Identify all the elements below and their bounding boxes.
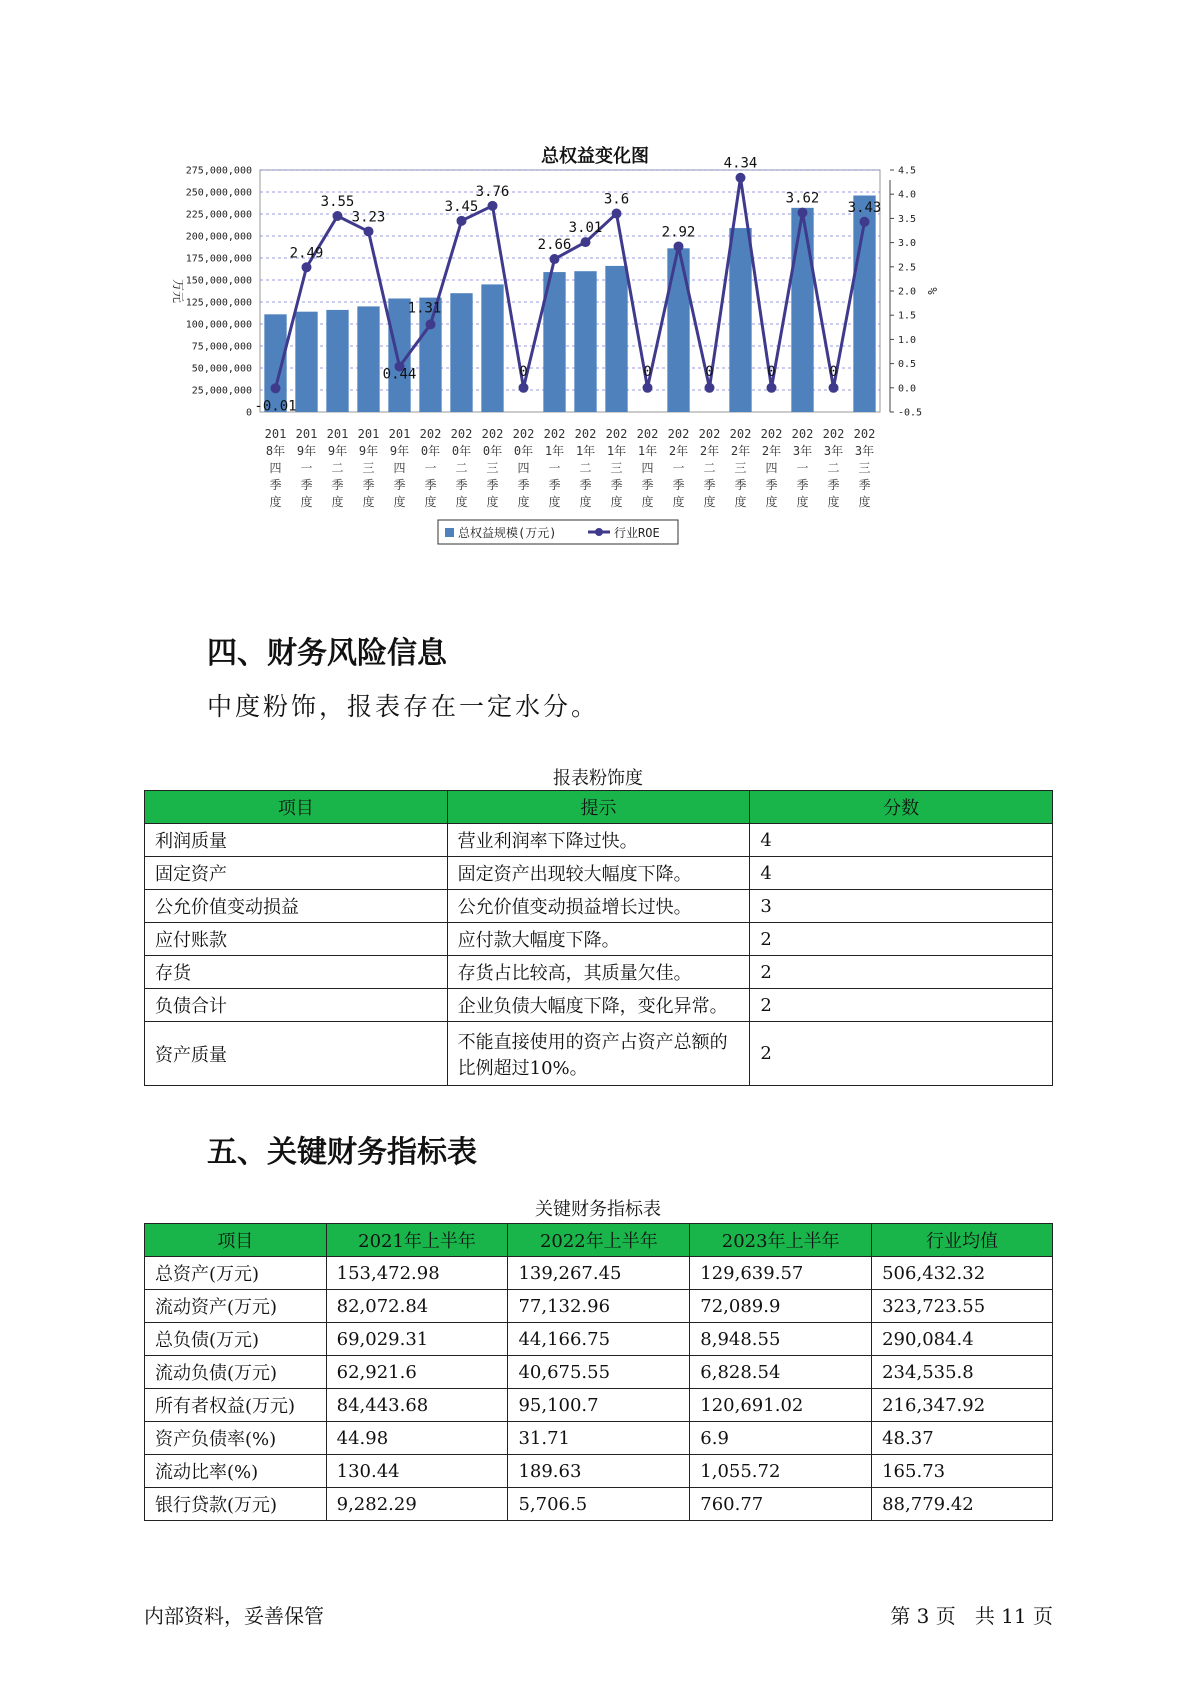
x-tick-label: 1年 [637,444,658,458]
y-tick-label: 75,000,000 [191,341,252,353]
table-cell: 6.9 [690,1422,872,1455]
x-tick-label: 度 [393,495,406,509]
x-tick-label: 季 [269,478,282,492]
legend-line-label: 行业ROE [614,526,660,540]
table2-header-item: 项目 [145,1224,327,1257]
x-tick-label: 0年 [513,444,534,458]
table-cell: 银行贷款(万元) [145,1488,327,1521]
table-cell: 利润质量 [145,824,448,857]
y-tick-label: 100,000,000 [185,319,252,331]
x-tick-label: 度 [796,495,809,509]
y-tick-label: 150,000,000 [185,275,252,287]
legend-bar-swatch [445,528,454,537]
x-tick-label: 二 [331,461,344,475]
roe-point [302,262,312,272]
roe-data-label: 0.44 [382,366,417,383]
x-tick-label: 202 [419,427,442,441]
table-cell: 存货 [145,956,448,989]
y2-tick-label: 2.0 [898,286,917,298]
table-cell: 129,639.57 [690,1257,872,1290]
table-row [145,989,1053,1022]
table-row [145,956,1053,989]
roe-data-label: 2.66 [537,237,572,254]
roe-point [581,237,591,247]
y-axis-label: 万元 [171,278,185,304]
x-tick-label: 二 [579,461,592,475]
x-tick-label: 202 [698,427,721,441]
chart-title: 总权益变化图 [541,146,649,167]
table-cell: 153,472.98 [326,1257,508,1290]
table-row [145,1356,1053,1389]
table-cell: 4 [750,857,1053,890]
x-tick-label: 三 [734,461,747,475]
table-cell: 506,432.32 [872,1257,1053,1290]
table-cell: 88,779.42 [872,1488,1053,1521]
x-tick-label: 四 [517,461,530,475]
x-tick-label: 1年 [606,444,627,458]
table-row [145,1022,1053,1086]
table-row [145,1422,1053,1455]
x-tick-label: 季 [424,478,437,492]
table-cell: 总负债(万元) [145,1323,327,1356]
footer-confidential: 内部资料，妥善保管 [144,1604,324,1628]
x-tick-label: 2年 [730,444,751,458]
x-tick-label: 度 [331,495,344,509]
x-tick-label: 2年 [668,444,689,458]
x-tick-label: 度 [548,495,561,509]
x-tick-label: 四 [641,461,654,475]
x-tick-label: 三 [610,461,623,475]
roe-point [519,383,529,393]
x-tick-label: 季 [362,478,375,492]
roe-data-label: 0 [643,363,652,380]
roe-data-label: 3.6 [603,191,630,208]
roe-data-label: 2.49 [289,245,324,262]
x-tick-label: 度 [455,495,468,509]
roe-point [643,383,653,393]
table-row [145,923,1053,956]
x-tick-label: 202 [574,427,597,441]
roe-point [705,383,715,393]
table-cell: 165.73 [872,1455,1053,1488]
x-tick-label: 季 [734,478,747,492]
table-cell: 总资产(万元) [145,1257,327,1290]
table-row [145,1290,1053,1323]
x-tick-label: 3年 [792,444,813,458]
x-tick-label: 二 [703,461,716,475]
y-tick-label: 250,000,000 [185,187,252,199]
y2-tick-label: 4.0 [898,189,917,201]
x-tick-label: 季 [641,478,654,492]
roe-point [333,211,343,221]
x-tick-label: 202 [481,427,504,441]
y2-tick-label: 4.5 [898,165,917,177]
roe-data-label: 2.92 [661,224,696,241]
x-tick-label: 201 [326,427,349,441]
table-cell: 216,347.92 [872,1389,1053,1422]
x-tick-label: 3年 [823,444,844,458]
x-tick-label: 三 [362,461,375,475]
bar [791,208,813,412]
x-tick-label: 一 [796,461,809,475]
table1-caption: 报表粉饰度 [553,768,643,789]
footer-page-number: 第 3 页 共 11 页 [890,1604,1053,1628]
x-tick-label: 三 [858,461,871,475]
roe-point [364,226,374,236]
roe-data-label: 0 [767,363,776,380]
x-tick-label: 0年 [451,444,472,458]
bar [326,310,348,412]
table2-header-2023h1: 2023年上半年 [690,1224,872,1257]
x-tick-label: 202 [667,427,690,441]
table-cell: 营业利润率下降过快。 [447,824,750,857]
x-tick-label: 季 [517,478,530,492]
table-cell: 130.44 [326,1455,508,1488]
x-tick-label: 季 [796,478,809,492]
x-tick-label: 季 [300,478,313,492]
x-tick-label: 二 [455,461,468,475]
x-tick-label: 9年 [296,444,317,458]
x-tick-label: 一 [424,461,437,475]
table-cell: 2 [750,1022,1053,1086]
table-cell: 84,443.68 [326,1389,508,1422]
x-tick-label: 202 [636,427,659,441]
roe-data-label: 0 [705,363,714,380]
roe-point [426,319,436,329]
table-cell: 31.71 [508,1422,690,1455]
table-row [145,1488,1053,1521]
risk-summary: 中度粉饰，报表存在一定水分。 [207,692,600,721]
table-cell: 4 [750,824,1053,857]
table-row [145,1323,1053,1356]
x-tick-label: 二 [827,461,840,475]
x-tick-label: 1年 [575,444,596,458]
x-tick-label: 201 [388,427,411,441]
x-tick-label: 0年 [420,444,441,458]
x-tick-label: 度 [610,495,623,509]
legend-bar-label: 总权益规模(万元) [458,526,557,540]
table2-caption: 关键财务指标表 [535,1199,661,1220]
roe-data-label: 0 [829,363,838,380]
x-tick-label: 一 [300,461,313,475]
table-cell: 44,166.75 [508,1323,690,1356]
table2-header-industry-avg: 行业均值 [872,1224,1053,1257]
table-cell: 2 [750,989,1053,1022]
y-tick-label: 225,000,000 [185,209,252,221]
x-tick-label: 度 [486,495,499,509]
x-tick-label: 季 [486,478,499,492]
roe-point [860,217,870,227]
table-cell: 资产质量 [145,1022,448,1086]
x-tick-label: 8年 [265,444,286,458]
table-cell: 不能直接使用的资产占资产总额的比例超过10%。 [447,1022,750,1086]
y-tick-label: 125,000,000 [185,297,252,309]
x-tick-label: 201 [264,427,287,441]
x-tick-label: 四 [393,461,406,475]
x-tick-label: 四 [269,461,282,475]
y2-tick-label: -0.5 [898,407,923,419]
table-cell: 189.63 [508,1455,690,1488]
x-tick-label: 2年 [699,444,720,458]
roe-point [674,241,684,251]
y2-tick-label: 1.5 [898,310,917,322]
roe-point [736,173,746,183]
bar [574,271,596,412]
section4-heading: 四、财务风险信息 [207,636,447,671]
table-cell: 323,723.55 [872,1290,1053,1323]
x-tick-label: 3年 [854,444,875,458]
x-tick-label: 202 [760,427,783,441]
x-tick-label: 季 [393,478,406,492]
x-tick-label: 季 [672,478,685,492]
x-tick-label: 度 [641,495,654,509]
table2-header-2022h1: 2022年上半年 [508,1224,690,1257]
table-cell: 流动资产(万元) [145,1290,327,1323]
equity-chart-svg [160,130,1030,600]
x-tick-label: 度 [858,495,871,509]
key-indicators-table [144,1223,1053,1521]
x-tick-label: 季 [548,478,561,492]
y-tick-label: 200,000,000 [185,231,252,243]
table-cell: 2 [750,923,1053,956]
roe-point [457,216,467,226]
y-tick-label: 0 [245,407,252,419]
x-tick-label: 201 [357,427,380,441]
x-tick-label: 202 [605,427,628,441]
x-tick-label: 度 [827,495,840,509]
roe-point [271,383,281,393]
table-cell: 流动负债(万元) [145,1356,327,1389]
roe-data-label: 3.43 [847,199,882,216]
table-cell: 62,921.6 [326,1356,508,1389]
table-cell: 存货占比较高，其质量欠佳。 [447,956,750,989]
bar [481,284,503,412]
table-cell: 48.37 [872,1422,1053,1455]
x-tick-label: 0年 [482,444,503,458]
x-tick-label: 2年 [761,444,782,458]
x-tick-label: 202 [450,427,473,441]
x-tick-label: 202 [822,427,845,441]
y2-axis-label: % [925,287,939,295]
y2-tick-label: 2.5 [898,262,917,274]
x-tick-label: 度 [765,495,778,509]
x-tick-label: 9年 [389,444,410,458]
x-tick-label: 三 [486,461,499,475]
table-row [145,1455,1053,1488]
table-row [145,890,1053,923]
table-cell: 2 [750,956,1053,989]
x-tick-label: 度 [517,495,530,509]
roe-data-label: 3.62 [785,190,820,207]
section5-heading: 五、关键财务指标表 [207,1135,477,1170]
whitewash-table [144,790,1053,1086]
roe-point [488,201,498,211]
table-cell: 139,267.45 [508,1257,690,1290]
table-cell: 44.98 [326,1422,508,1455]
x-tick-label: 季 [579,478,592,492]
table-cell: 资产负债率(%) [145,1422,327,1455]
x-tick-label: 一 [548,461,561,475]
legend-line-marker [595,528,603,536]
roe-data-label: 4.34 [723,155,758,172]
table2-header-2021h1: 2021年上半年 [326,1224,508,1257]
x-tick-label: 9年 [358,444,379,458]
table-cell: 82,072.84 [326,1290,508,1323]
roe-data-label: 1.31 [407,300,442,317]
x-tick-label: 度 [703,495,716,509]
x-tick-label: 季 [331,478,344,492]
x-tick-label: 202 [791,427,814,441]
bar [667,248,689,412]
bar [295,312,317,412]
roe-point [550,254,560,264]
roe-data-label: 3.45 [444,198,479,215]
y-tick-label: 25,000,000 [191,385,252,397]
y2-tick-label: 0.0 [898,383,917,395]
x-tick-label: 四 [765,461,778,475]
y2-tick-label: 0.5 [898,359,917,371]
roe-data-label: 0 [519,363,528,380]
x-tick-label: 度 [579,495,592,509]
bar [357,306,379,412]
table1-header-hint: 提示 [447,791,750,824]
x-tick-label: 季 [765,478,778,492]
x-tick-label: 度 [300,495,313,509]
table-cell: 290,084.4 [872,1323,1053,1356]
bar [729,228,751,412]
bar [605,266,627,412]
y2-tick-label: 3.0 [898,238,917,250]
table-row [145,1389,1053,1422]
x-tick-label: 202 [512,427,535,441]
y2-tick-label: 3.5 [898,213,917,225]
table-cell: 企业负债大幅度下降，变化异常。 [447,989,750,1022]
y2-tick-label: 1.0 [898,334,917,346]
x-tick-label: 度 [672,495,685,509]
x-tick-label: 季 [455,478,468,492]
x-tick-label: 202 [729,427,752,441]
table-row [145,824,1053,857]
x-tick-label: 度 [424,495,437,509]
x-tick-label: 1年 [544,444,565,458]
table-cell: 95,100.7 [508,1389,690,1422]
x-tick-label: 季 [610,478,623,492]
table-cell: 1,055.72 [690,1455,872,1488]
table1-header-item: 项目 [145,791,448,824]
table-cell: 5,706.5 [508,1488,690,1521]
x-tick-label: 季 [858,478,871,492]
table-cell: 3 [750,890,1053,923]
table-cell: 69,029.31 [326,1323,508,1356]
bar [450,293,472,412]
x-tick-label: 度 [362,495,375,509]
x-tick-label: 度 [734,495,747,509]
roe-data-label: 3.23 [351,209,386,226]
roe-point [829,383,839,393]
table-cell: 负债合计 [145,989,448,1022]
roe-data-label: 3.55 [320,193,355,210]
x-tick-label: 季 [827,478,840,492]
roe-point [798,208,808,218]
x-tick-label: 度 [269,495,282,509]
table-row [145,1257,1053,1290]
roe-point [612,209,622,219]
table-cell: 6,828.54 [690,1356,872,1389]
table-cell: 固定资产 [145,857,448,890]
y-tick-label: 275,000,000 [185,165,252,177]
table-cell: 流动比率(%) [145,1455,327,1488]
x-tick-label: 一 [672,461,685,475]
x-tick-label: 201 [295,427,318,441]
roe-data-label: 3.76 [475,183,510,200]
equity-chart [160,130,1030,600]
x-tick-label: 202 [543,427,566,441]
table1-header-score: 分数 [750,791,1053,824]
table-cell: 40,675.55 [508,1356,690,1389]
table-cell: 9,282.29 [326,1488,508,1521]
table-cell: 120,691.02 [690,1389,872,1422]
table-cell: 公允价值变动损益增长过快。 [447,890,750,923]
table-cell: 应付款大幅度下降。 [447,923,750,956]
y-tick-label: 50,000,000 [191,363,252,375]
roe-point [767,383,777,393]
x-tick-label: 202 [853,427,876,441]
table-cell: 所有者权益(万元) [145,1389,327,1422]
table-cell: 公允价值变动损益 [145,890,448,923]
table-cell: 234,535.8 [872,1356,1053,1389]
table-cell: 72,089.9 [690,1290,872,1323]
table-cell: 8,948.55 [690,1323,872,1356]
x-tick-label: 9年 [327,444,348,458]
x-tick-label: 季 [703,478,716,492]
roe-data-label: 3.01 [568,220,603,237]
table-cell: 760.77 [690,1488,872,1521]
table-cell: 固定资产出现较大幅度下降。 [447,857,750,890]
table-cell: 77,132.96 [508,1290,690,1323]
table-row [145,857,1053,890]
y-tick-label: 175,000,000 [185,253,252,265]
table-cell: 应付账款 [145,923,448,956]
roe-data-label: -0.01 [254,398,297,415]
